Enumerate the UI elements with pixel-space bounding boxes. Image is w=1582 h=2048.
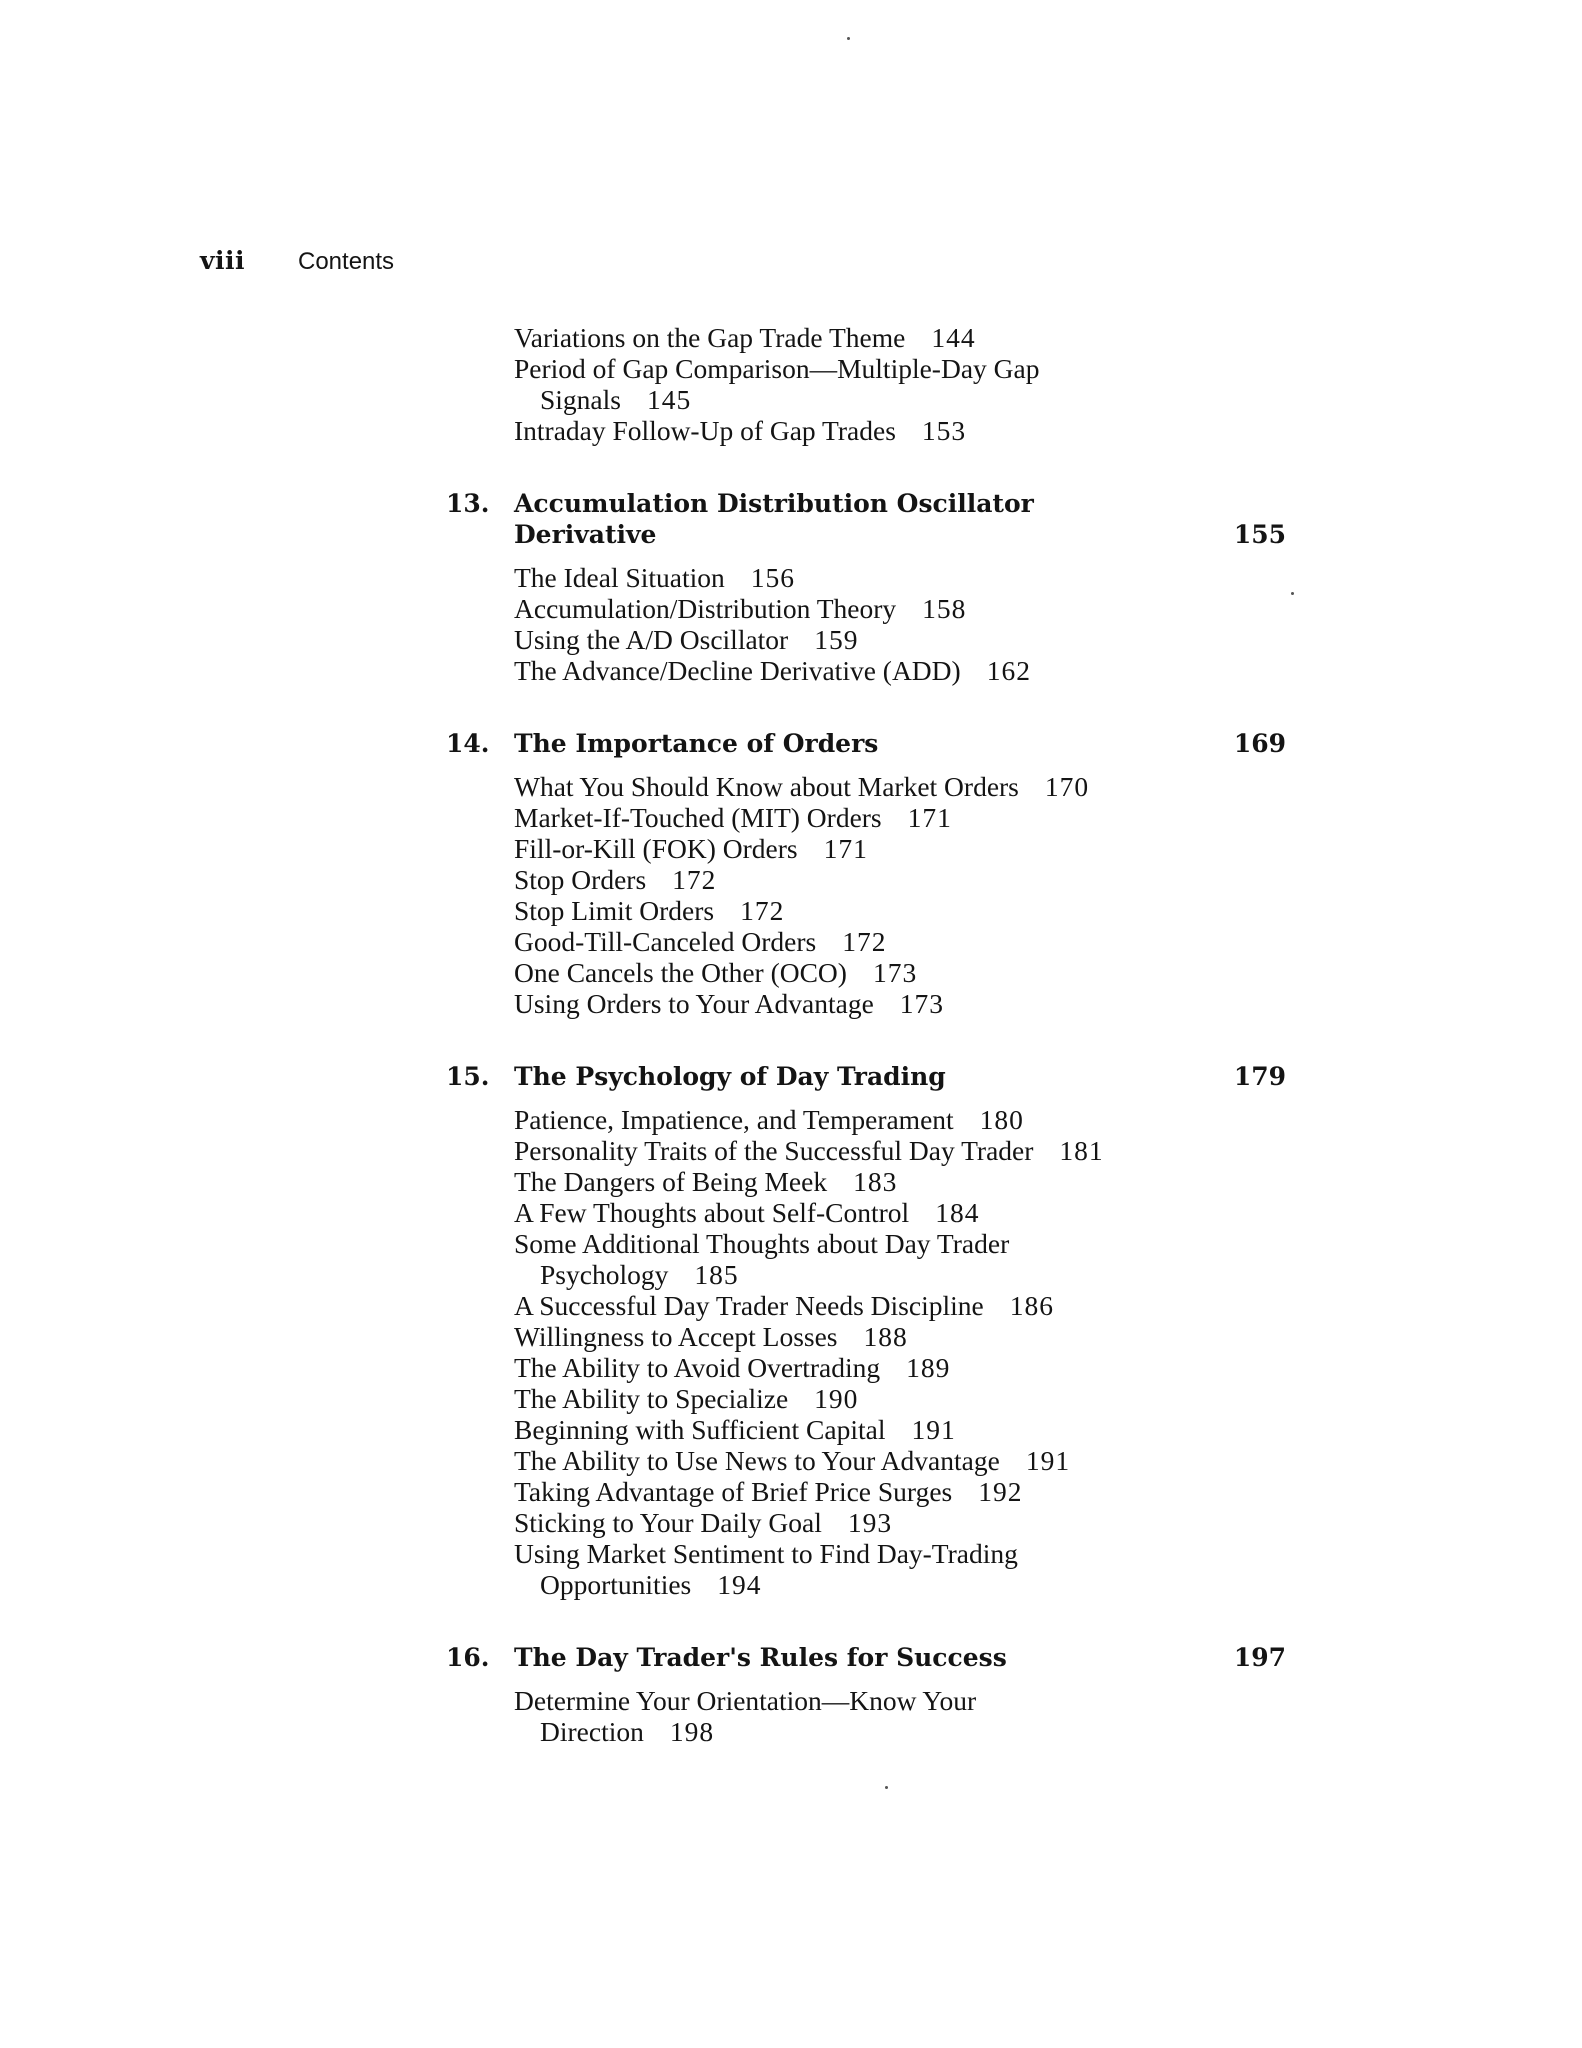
entry-page-number: 171	[907, 802, 952, 833]
toc-entry	[446, 1135, 1286, 1166]
toc-entry	[446, 926, 1286, 957]
entry-title: Intraday Follow-Up of Gap Trades	[514, 415, 896, 446]
entry-title: Fill-or-Kill (FOK) Orders	[514, 833, 798, 864]
entry-page-number: 192	[978, 1476, 1023, 1507]
toc-entry	[446, 1197, 1286, 1228]
entry-page-number: 181	[1059, 1135, 1104, 1166]
entry-title: Market-If-Touched (MIT) Orders	[514, 802, 882, 833]
continued-entry-list	[446, 320, 1286, 446]
entry-page-number: 193	[847, 1507, 893, 1538]
entry-continuation-text: Opportunities	[540, 1569, 692, 1600]
scan-speck	[1291, 592, 1294, 595]
entry-page-number: 188	[863, 1321, 908, 1352]
toc-entry	[446, 562, 1286, 593]
entry-page-number: 170	[1044, 771, 1090, 802]
entry-page-number: 191	[1025, 1445, 1071, 1476]
entry-continuation	[514, 1259, 1286, 1290]
toc-entry	[446, 1507, 1286, 1538]
entry-page-number: 180	[979, 1104, 1024, 1135]
page-folio: viii	[200, 246, 246, 275]
entry-page-number: 184	[935, 1197, 980, 1228]
entry-continuation	[514, 1716, 1286, 1747]
toc-entry	[446, 1321, 1286, 1352]
toc-entry	[446, 1538, 1286, 1600]
chapter-number: 14.	[446, 729, 490, 758]
entry-page-number: 172	[672, 864, 717, 895]
entry-title: Willingness to Accept Losses	[514, 1321, 838, 1352]
entry-page-number: 191	[911, 1414, 956, 1445]
entry-page-number: 171	[823, 833, 868, 864]
entry-page-number: 185	[694, 1259, 739, 1290]
chapter-section	[446, 728, 1286, 1019]
chapter-entry-list	[446, 560, 1286, 686]
chapter-page-number: 197	[1233, 1643, 1286, 1672]
entry-title: Taking Advantage of Brief Price Surges	[514, 1476, 953, 1507]
entry-title: Good-Till-Canceled Orders	[514, 926, 817, 957]
chapter-page-number: 169	[1233, 729, 1286, 758]
toc-entry	[446, 353, 1286, 415]
entry-title: The Advance/Decline Derivative (ADD)	[514, 655, 961, 686]
toc-entry	[446, 1352, 1286, 1383]
entry-continuation-text: Direction	[540, 1716, 644, 1747]
entry-title: One Cancels the Other (OCO)	[514, 957, 847, 988]
entry-title: A Successful Day Trader Needs Discipline	[514, 1290, 984, 1321]
entry-title: A Few Thoughts about Self-Control	[514, 1197, 910, 1228]
entry-continuation-text: Signals	[540, 384, 621, 415]
entry-title: Using Market Sentiment to Find Day-Trading	[514, 1538, 1018, 1569]
toc-entry	[446, 988, 1286, 1019]
chapter-number: 13.	[446, 489, 490, 518]
toc-entry	[446, 1445, 1286, 1476]
chapter-page-number: 179	[1233, 1062, 1286, 1091]
chapter-number: 15.	[446, 1062, 490, 1091]
chapter-entry-list	[446, 1683, 1286, 1747]
chapter-title: The Importance of Orders	[514, 729, 879, 758]
entry-title: Variations on the Gap Trade Theme	[514, 322, 906, 353]
chapter-entry-list	[446, 769, 1286, 1019]
entry-continuation	[514, 1569, 1286, 1600]
entry-continuation	[514, 384, 1286, 415]
chapter-section	[446, 1642, 1286, 1747]
chapter-heading	[446, 728, 1286, 759]
toc-entry	[446, 415, 1286, 446]
toc-entry	[446, 1476, 1286, 1507]
toc-entry	[446, 624, 1286, 655]
toc-entry	[446, 833, 1286, 864]
table-of-contents	[446, 320, 1286, 1747]
toc-entry	[446, 1414, 1286, 1445]
toc-entry	[446, 593, 1286, 624]
entry-title: Period of Gap Comparison—Multiple-Day Gap	[514, 353, 1040, 384]
entry-page-number: 158	[922, 593, 967, 624]
scan-speck	[847, 37, 850, 40]
entry-title: The Dangers of Being Meek	[514, 1166, 828, 1197]
entry-page-number: 144	[931, 322, 976, 353]
entry-page-number: 198	[669, 1716, 715, 1747]
entry-page-number: 162	[986, 655, 1031, 686]
entry-title: Some Additional Thoughts about Day Trader	[514, 1228, 1010, 1259]
entry-title: Stop Limit Orders	[514, 895, 715, 926]
entry-title: Using the A/D Oscillator	[514, 624, 789, 655]
entry-page-number: 186	[1009, 1290, 1054, 1321]
toc-entry	[446, 1383, 1286, 1414]
entry-page-number: 183	[853, 1166, 898, 1197]
toc-entry	[446, 1228, 1286, 1290]
entry-title: The Ability to Use News to Your Advantage	[514, 1445, 1000, 1476]
entry-page-number: 189	[906, 1352, 951, 1383]
entry-title: Beginning with Sufficient Capital	[514, 1414, 886, 1445]
entry-page-number: 172	[740, 895, 785, 926]
toc-entry	[446, 1166, 1286, 1197]
chapter-title: Accumulation Distribution Oscillator Derivative	[514, 489, 1034, 549]
toc-entry	[446, 895, 1286, 926]
chapter-heading	[446, 488, 1286, 550]
entry-title: The Ability to Avoid Overtrading	[514, 1352, 881, 1383]
chapter-title: The Psychology of Day Trading	[514, 1062, 946, 1091]
scan-speck	[885, 1786, 888, 1789]
toc-entry	[446, 655, 1286, 686]
toc-entry	[446, 322, 1286, 353]
running-head-title: Contents	[298, 248, 395, 275]
entry-page-number: 173	[899, 988, 945, 1019]
running-head	[200, 246, 394, 276]
chapter-heading	[446, 1642, 1286, 1673]
toc-entry	[446, 1685, 1286, 1747]
toc-entry	[446, 802, 1286, 833]
entry-title: Sticking to Your Daily Goal	[514, 1507, 822, 1538]
toc-entry	[446, 1104, 1286, 1135]
chapter-page-number: 155	[1233, 520, 1286, 549]
entry-title: Patience, Impatience, and Temperament	[514, 1104, 954, 1135]
toc-entry	[446, 1290, 1286, 1321]
entry-title: The Ideal Situation	[514, 562, 725, 593]
entry-title: Determine Your Orientation—Know Your	[514, 1685, 977, 1716]
entry-page-number: 156	[750, 562, 796, 593]
entry-page-number: 194	[717, 1569, 762, 1600]
entry-title: Accumulation/Distribution Theory	[514, 593, 897, 624]
toc-entry	[446, 957, 1286, 988]
entry-title: Stop Orders	[514, 864, 647, 895]
entry-title: Personality Traits of the Successful Day Trader	[514, 1135, 1034, 1166]
chapter-title: The Day Trader's Rules for Success	[514, 1643, 1007, 1672]
chapter-entry-list	[446, 1102, 1286, 1600]
entry-page-number: 172	[842, 926, 887, 957]
chapter-number: 16.	[446, 1643, 490, 1672]
chapter-heading	[446, 1061, 1286, 1092]
entry-continuation-text: Psychology	[540, 1259, 669, 1290]
chapter-section	[446, 1061, 1286, 1600]
chapter-section	[446, 488, 1286, 686]
entry-page-number: 173	[872, 957, 918, 988]
chapter-list	[446, 488, 1286, 1747]
toc-entry	[446, 864, 1286, 895]
entry-title: Using Orders to Your Advantage	[514, 988, 874, 1019]
entry-page-number: 153	[921, 415, 967, 446]
entry-page-number: 145	[646, 384, 692, 415]
toc-entry	[446, 771, 1286, 802]
entry-title: The Ability to Specialize	[514, 1383, 789, 1414]
entry-title: What You Should Know about Market Orders	[514, 771, 1019, 802]
entry-page-number: 159	[814, 624, 859, 655]
entry-page-number: 190	[814, 1383, 859, 1414]
